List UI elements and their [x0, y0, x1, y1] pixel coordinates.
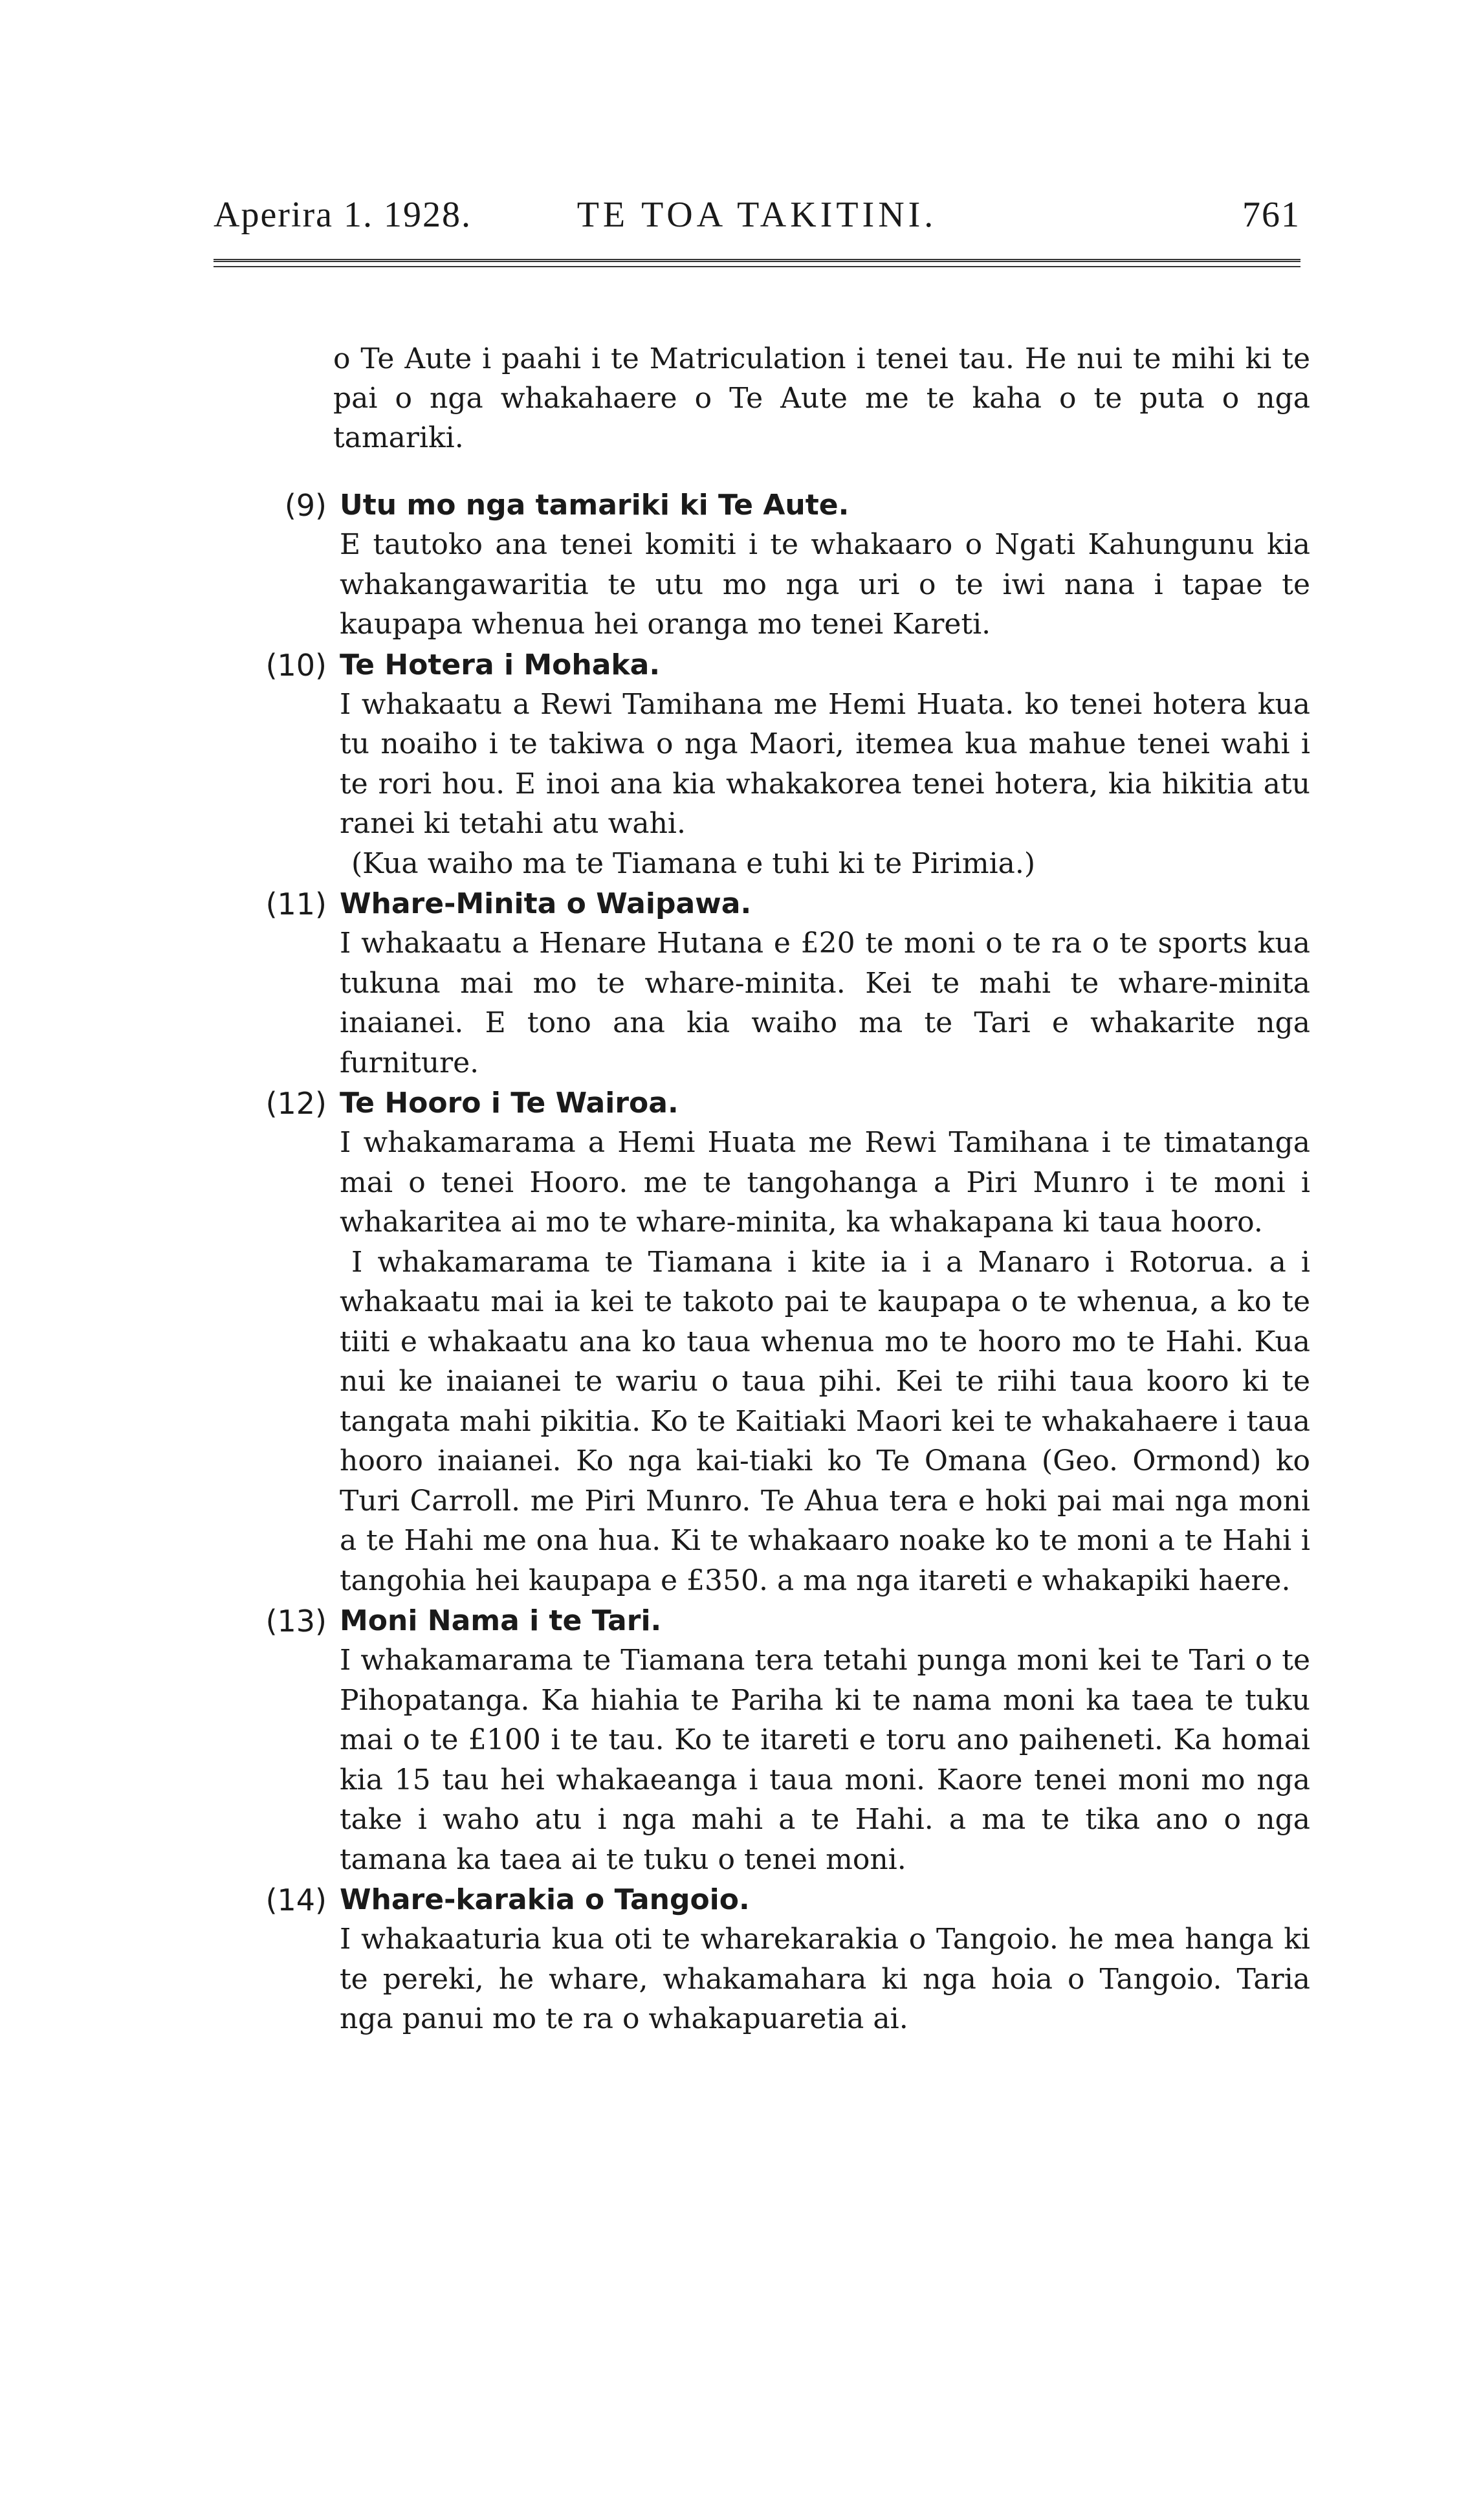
section-number: (11) — [265, 887, 327, 922]
page-header — [214, 194, 1300, 246]
header-title: TE TOA TAKITINI. — [576, 195, 938, 235]
section-title: Te Hooro i Te Wairoa. — [340, 1087, 679, 1120]
section-number: (14) — [265, 1883, 327, 1918]
section-paragraph: E tautoko ana tenei komiti i te whakaaro o Ngati Kahungunu kia whakangawaritia te utu mo nga uri o te iwi nana i tapae te kaupapa whenua hei oranga mo tenei Kareti. — [340, 528, 1310, 641]
section-body — [340, 685, 1310, 884]
section-paragraph: I whakaatu a Henare Hutana e £20 te moni o te ra o te sports kua tukuna mai mo te whare-minita. Kei te mahi te whare-minita inaianei. E tono ana kia waiho ma te Tari e whakarite nga furniture. — [340, 927, 1310, 1079]
header-rule — [214, 259, 1300, 267]
section-body — [340, 525, 1310, 645]
section-12 — [210, 1084, 1310, 1600]
section-paragraph: I whakamarama te Tiamana i kite ia i a Manaro i Rotorua. a i whakaatu mai ia kei te takoto pai te kaupapa o te whenua, a ko te tiiti e whakaatu ana ko taua whenua mo te hooro mo te Hahi. Kua nui ke inaianei te wariu o taua pihi. Kei te riihi taua kooro ki te tangata mahi pikitia. Ko te Kaitiaki Maori kei te whakahaere i taua hooro inaianei. Ko nga kai-tiaki ko Te Omana (Geo. Ormond) ko Turi Carroll. me Piri Munro. Te Ahua tera e hoki pai mai nga moni a te Hahi me ona hua. Ki te whakaaro noake ko te moni a te Hahi i tangohia hei kaupapa e £350. a ma nga itareti e whakapiki haere. — [340, 1245, 1310, 1597]
section-number: (12) — [265, 1086, 327, 1121]
section-paragraph: I whakaaturia kua oti te wharekarakia o Tangoio. he mea hanga ki te pereki, he whare, whakamahara ki nga hoia o Tangoio. Taria nga panui mo te ra o whakapuaretia ai. — [340, 1923, 1310, 2035]
section-title: Whare-karakia o Tangoio. — [340, 1883, 750, 1916]
section-14 — [210, 1881, 1310, 2039]
section-title: Te Hotera i Mohaka. — [340, 648, 661, 681]
section-body — [340, 1123, 1310, 1600]
page-number: 761 — [1242, 195, 1300, 235]
section-paragraph: I whakaatu a Rewi Tamihana me Hemi Huata. ko tenei hotera kua tu noaiho i te takiwa o nga Maori, itemea kua mahue tenei wahi i te rori hou. E inoi ana kia whakakorea tenei hotera, kia hikitia atu ranei ki tetahi atu wahi. — [340, 687, 1310, 840]
section-body — [340, 1641, 1310, 1879]
section-title: Utu mo nga tamariki ki Te Aute. — [340, 489, 850, 522]
header-date: Aperira 1. 1928. — [214, 195, 472, 235]
section-body — [340, 923, 1310, 1083]
section-13 — [210, 1602, 1310, 1879]
section-number: (13) — [265, 1604, 327, 1639]
section-title: Moni Nama i te Tari. — [340, 1604, 662, 1637]
section-note: (Kua waiho ma te Tiamana e tuhi ki te Pirimia.) — [351, 846, 1036, 880]
page-content — [210, 311, 1310, 2039]
section-paragraph: I whakamarama te Tiamana tera tetahi punga moni kei te Tari o te Pihopatanga. Ka hiahia te Pariha ki te nama moni ka taea te tuku mai o te £100 i te tau. Ko te itareti e toru ano paiheneti. Ka homai kia 15 tau hei whakaeanga i taua moni. Kaore tenei moni mo nga take i waho atu i nga mahi a te Hahi. a ma te tika ano o nga tamana ka taea ai te tuku o tenei moni. — [340, 1644, 1310, 1876]
section-9 — [210, 486, 1310, 645]
section-title: Whare-Minita o Waipawa. — [340, 887, 752, 920]
section-body — [340, 1919, 1310, 2039]
section-number: (10) — [265, 647, 327, 683]
section-11 — [210, 885, 1310, 1083]
section-10 — [210, 646, 1310, 884]
intro-paragraph: o Te Aute i paahi i te Matriculation i tenei tau. He nui te mihi ki te pai o nga whakahaere o Te Aute me te kaha o te puta o nga tamariki. — [333, 342, 1310, 454]
section-number: (9) — [284, 488, 327, 523]
section-paragraph: I whakamarama a Hemi Huata me Rewi Tamihana i te timatanga mai o tenei Hooro. me te tangohanga a Piri Munro i te moni i whakaritea ai mo te whare-minita, ka whakapana ki taua hooro. — [340, 1126, 1310, 1239]
